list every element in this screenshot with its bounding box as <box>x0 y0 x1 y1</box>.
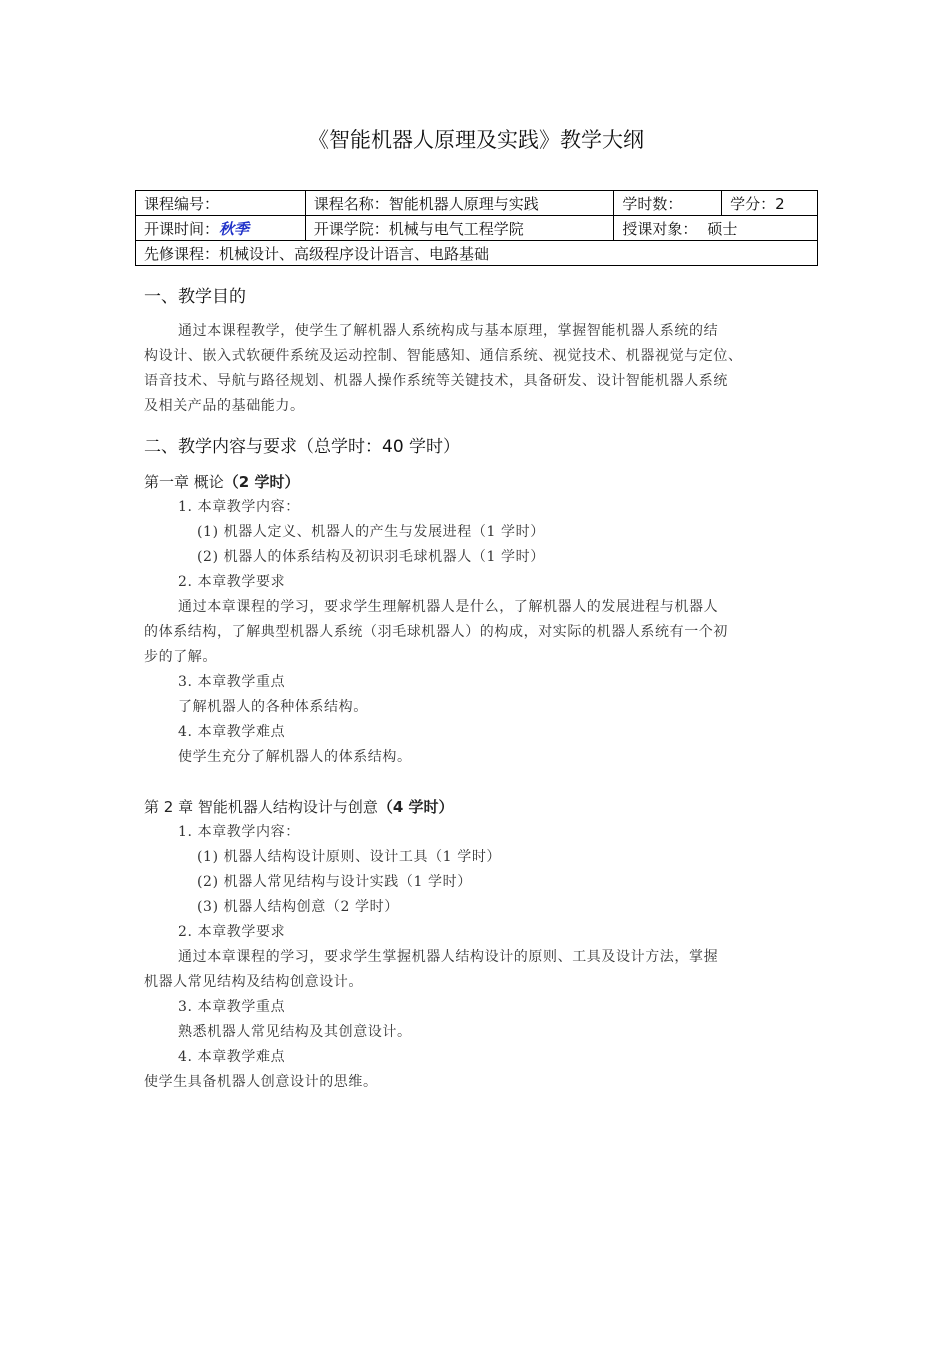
chapter-2-key-text: 熟悉机器人常见结构及其创意设计。 <box>178 1024 412 1040</box>
chapter-2-req-line: 通过本章课程的学习，要求学生掌握机器人结构设计的原则、工具及设计方法，掌握 <box>178 949 719 965</box>
prereq-cell: 先修课程：机械设计、高级程序设计语言、电路基础 <box>136 241 818 266</box>
chapter-1-req-line: 步的了解。 <box>144 649 217 665</box>
chapter-2-name: 智能机器人结构设计与创意 <box>193 798 378 816</box>
term-value: 秋季 <box>219 219 250 238</box>
chapter-1-name: 第一章 概论 <box>144 473 224 491</box>
table-row <box>136 241 818 266</box>
term-label: 开课时间： <box>144 219 220 238</box>
chapter-1-key-text: 了解机器人的各种体系结构。 <box>178 699 368 715</box>
credits-cell: 学分：2 <box>722 191 818 216</box>
chapter-2-req-line: 机器人常见结构及结构创意设计。 <box>144 974 363 990</box>
chapter-1-req-line: 通过本章课程的学习，要求学生理解机器人是什么，了解机器人的发展进程与机器人 <box>178 599 719 615</box>
chapter-1-diff-text: 使学生充分了解机器人的体系结构。 <box>178 749 412 765</box>
purpose-line: 及相关产品的基础能力。 <box>144 398 305 414</box>
table-row <box>136 216 818 241</box>
chapter-2-number: 第 2 章 <box>144 798 194 816</box>
chapter-2-item: (1) 机器人结构设计原则、设计工具（1 学时） <box>197 849 502 865</box>
document-title: 《智能机器人原理及实践》教学大纲 <box>308 128 644 152</box>
course-code-cell: 课程编号： <box>136 191 306 216</box>
chapter-2-item: (2) 机器人常见结构与设计实践（1 学时） <box>197 874 472 890</box>
chapter-1-item: (2) 机器人的体系结构及初识羽毛球机器人（1 学时） <box>197 549 545 565</box>
purpose-line: 语音技术、导航与路径规划、机器人操作系统等关键技术，具备研发、设计智能机器人系统 <box>144 373 728 389</box>
chapter-1-req-line: 的体系结构，了解典型机器人系统（羽毛球机器人）的构成，对实际的机器人系统有一个初 <box>144 624 728 640</box>
course-name-cell: 课程名称：智能机器人原理与实践 <box>305 191 614 216</box>
chapter-1-item: (1) 机器人定义、机器人的产生与发展进程（1 学时） <box>197 524 545 540</box>
chapter-1-content-label: 1. 本章教学内容： <box>178 499 300 515</box>
chapter-2-hours: （4 学时） <box>377 798 454 816</box>
chapter-1-diff-label: 4. 本章教学难点 <box>178 724 286 740</box>
chapter-2-title <box>144 795 454 820</box>
section-heading-content: 二、教学内容与要求（总学时：40 学时） <box>144 437 461 457</box>
chapter-2-req-label: 2. 本章教学要求 <box>178 924 286 940</box>
chapter-2-diff-text: 使学生具备机器人创意设计的思维。 <box>144 1074 378 1090</box>
audience-label: 授课对象： <box>622 219 698 238</box>
audience-value: 硕士 <box>707 219 738 238</box>
chapter-2-item: (3) 机器人结构创意（2 学时） <box>197 899 399 915</box>
chapter-2-content-label: 1. 本章教学内容： <box>178 824 300 840</box>
chapter-1-req-label: 2. 本章教学要求 <box>178 574 286 590</box>
section-heading-purpose: 一、教学目的 <box>144 287 246 307</box>
course-info-table <box>135 190 818 266</box>
chapter-2-diff-label: 4. 本章教学难点 <box>178 1049 286 1065</box>
chapter-1-title <box>144 470 299 495</box>
chapter-1-hours: （2 学时） <box>223 473 300 491</box>
chapter-1-key-label: 3. 本章教学重点 <box>178 674 286 690</box>
term-cell <box>136 216 306 241</box>
college-cell: 开课学院：机械与电气工程学院 <box>305 216 614 241</box>
hours-cell: 学时数： <box>614 191 722 216</box>
chapter-2-key-label: 3. 本章教学重点 <box>178 999 286 1015</box>
audience-cell <box>614 216 818 241</box>
purpose-line: 通过本课程教学，使学生了解机器人系统构成与基本原理，掌握智能机器人系统的结 <box>178 323 719 339</box>
table-row <box>136 191 818 216</box>
purpose-line: 构设计、嵌入式软硬件系统及运动控制、智能感知、通信系统、视觉技术、机器视觉与定位、 <box>144 348 743 364</box>
